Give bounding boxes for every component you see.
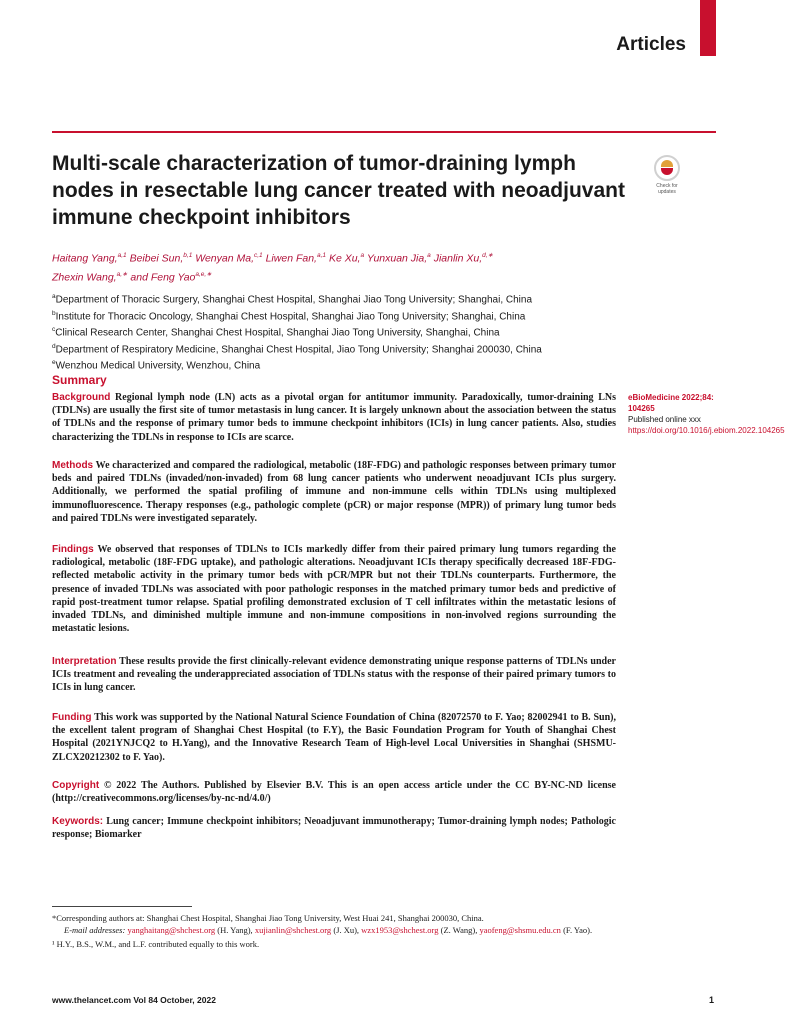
abstract-label: Interpretation — [52, 656, 117, 667]
header-rule — [52, 131, 716, 133]
abstract-label: Copyright — [52, 780, 100, 791]
author-name[interactable]: Haitang Yang, — [52, 252, 118, 265]
footnotes — [52, 912, 616, 950]
affiliation-item: $^b$Institute for Thoracic Oncology, Shanghai Chest Hospital, Shanghai Jiao Tong University; Shanghai, China — [52, 309, 526, 322]
section-label: Articles — [616, 34, 686, 55]
abstract-label: Findings — [52, 544, 94, 555]
article-info-sidebar — [628, 392, 785, 436]
author-name[interactable]: and Feng Yao — [130, 271, 196, 283]
abstract-funding: Funding This work was supported by the National Natural Science Foundation of China (82072570 to F. Yao; 82002941 to B. Sun), the excellent talent program of Shanghai Chest Hospital (to F.Y), the Basic Foundation Program for Youth of Shanghai Chest Hospital (2021YNJCQ2 to H.Yang), and the Innovative Research Team of High-level Local Universities in Shanghai (SHSMU-ZLCX20212302 to F. Yao). — [52, 712, 616, 763]
equal-contribution-note: ¹ H.Y., B.S., W.M., and L.F. contributed equally to this work. — [52, 939, 260, 949]
author-name[interactable]: Yunxuan Jia, — [366, 252, 428, 265]
article-title: Multi-scale characterization of tumor-draining lymph nodes in resectable lung cancer treated with neoadjuvant immune checkpoint inhibitors — [52, 152, 625, 229]
footnote-divider — [52, 906, 192, 907]
author-name[interactable]: Beibei Sun, — [129, 252, 184, 265]
affiliation-item: $^c$Clinical Research Center, Shanghai Chest Hospital, Shanghai Jiao Tong University, Shanghai, China — [52, 326, 500, 339]
abstract-methods: Methods We characterized and compared the radiological, metabolic (18F-FDG) and pathologic responses between primary tumor beds and paired TDLNs (invaded/non-invaded) from 68 lung cancer patients who underwent neoadjuvant ICIs plus surgery. Additionally, we performed the spatial profiling of immune and non-immune cells within TDLNs using multiplexed immunofluorescence. Therapy responses (e.g., pathologic complete (pCR) or major response (MPR)) of primary lung tumor beds and paired TDLNs were investigated separately. — [52, 460, 617, 524]
email-link[interactable]: yaofeng@shsmu.edu.cn — [479, 925, 561, 935]
abstract-findings: Findings We observed that responses of TDLNs to ICIs markedly differ from their paired primary lung tumors regarding the radiological, metabolic (18F-FDG uptake), and pathologic alterations. Neoadjuvant ICIs therapy specifically decreased 18F-FDG-reflected metabolic activity in the primary tumor beds with pCR/MPR but not their TDLNs counterparts. Furthermore, the presence of invaded TDLNs was associated with poor pathologic responses in the matched primary tumor beds and predictive of rapid post-treatment tumor relapse. Spatial profiling demonstrated exclusion of T cell infiltrates within the metastatic lesions of invaded TDLNs, and diminished multiple immune and non-immune compositions in non-involved regions surrounding the metastatic lesions. — [52, 544, 616, 635]
email-link[interactable]: yanghaitang@shchest.org — [127, 925, 216, 935]
summary-heading: Summary — [52, 373, 107, 387]
check-updates-icon — [654, 155, 680, 181]
email-link[interactable]: wzx1953@shchest.org — [361, 925, 439, 935]
author-name[interactable]: Jianlin Xu, — [433, 252, 483, 265]
abstract-label: Methods — [52, 460, 94, 471]
affiliation-item: $^e$Wenzhou Medical University, Wenzhou, China — [52, 359, 261, 372]
affiliation-item: $^a$Department of Thoracic Surgery, Shanghai Chest Hospital, Shanghai Jiao Tong University; Shanghai, China — [52, 293, 533, 306]
abstract-keywords: Keywords: Lung cancer; Immune checkpoint inhibitors; Neoadjuvant immunotherapy; Tumor-draining lymph nodes; Pathologic response; Biomarker — [52, 816, 616, 841]
doi-link[interactable]: https://doi.org/10.1016/j.ebiom.2022.104265 — [628, 426, 785, 435]
journal-citation: eBioMedicine 2022;84: 104265 — [628, 393, 714, 413]
email-addresses: E-mail addresses: yanghaitang@shchest.org (H. Yang), xujianlin@shchest.org (J. Xu), wzx1953@shchest.org (Z. Wang), yaofeng@shsmu.edu.cn (F. Yao). — [64, 925, 593, 935]
abstract-label: Keywords: — [52, 816, 104, 827]
published-date: Published online xxx — [628, 415, 701, 424]
author-name[interactable]: Wenyan Ma, — [195, 252, 254, 265]
author-list: Haitang Yang,$^{a,1}$ Beibei Sun,$^{b,1}$ Wenyan Ma,$^{c,1}$ Liwen Fan,$^{a,1}$ Ke Xu,$^a$ Yunxuan Jia,$^a$ Jianlin Xu,$^{d,∗}$ Zhexin Wang,$^{a,∗}$ and Feng Yao$^{a,e,∗}$ — [52, 252, 494, 283]
author-name[interactable]: Ke Xu, — [328, 252, 361, 265]
corresponding-author-note: *Corresponding authors at: Shanghai Chest Hospital, Shanghai Jiao Tong University, West Huai 241, Shanghai 200030, China. — [52, 913, 484, 923]
abstract-copyright: Copyright © 2022 The Authors. Published by Elsevier B.V. This is an open access article under the CC BY-NC-ND license (http://creativecommons.org/licenses/by-nc-nd/4.0/) — [52, 780, 616, 805]
abstract-interpretation: Interpretation These results provide the first clinically-relevant evidence demonstrating unique response patterns of TDLNs under ICIs treatment and revealing the underappreciated association of TDLNs status with the response of their paired primary tumors to ICIs in lung cancer. — [52, 656, 616, 694]
author-name[interactable]: Zhexin Wang, — [52, 271, 117, 283]
section-color-tab — [700, 0, 716, 56]
abstract-label: Background — [52, 392, 111, 403]
abstract-label: Funding — [52, 712, 92, 723]
page-number: 1 — [709, 995, 715, 1005]
check-updates-text: Check for updates — [656, 183, 678, 195]
check-for-updates-badge[interactable] — [648, 155, 686, 195]
footer-journal[interactable]: www.thelancet.com Vol 84 October, 2022 — [52, 995, 216, 1005]
author-name[interactable]: Liwen Fan, — [265, 252, 317, 265]
abstract-background: Background Regional lymph node (LN) acts as a pivotal organ for antitumor immunity. Paradoxically, tumor-draining LNs (TDLNs) are usually the first site of tumor metastasis in lung cancer. It is largely unknown about the association between the status of TDLNs and the response of primary tumor beds to immune checkpoint inhibitors (ICIs) in lung cancer patients. Also, studies characterizing the TDLNs in response to ICIs are scarce. — [52, 392, 617, 443]
affiliation-list — [52, 290, 612, 373]
affiliation-item: $^d$Department of Respiratory Medicine, Shanghai Chest Hospital, Jiao Tong University; Shanghai 200030, China — [52, 342, 542, 355]
email-link[interactable]: xujianlin@shchest.org — [254, 925, 332, 935]
